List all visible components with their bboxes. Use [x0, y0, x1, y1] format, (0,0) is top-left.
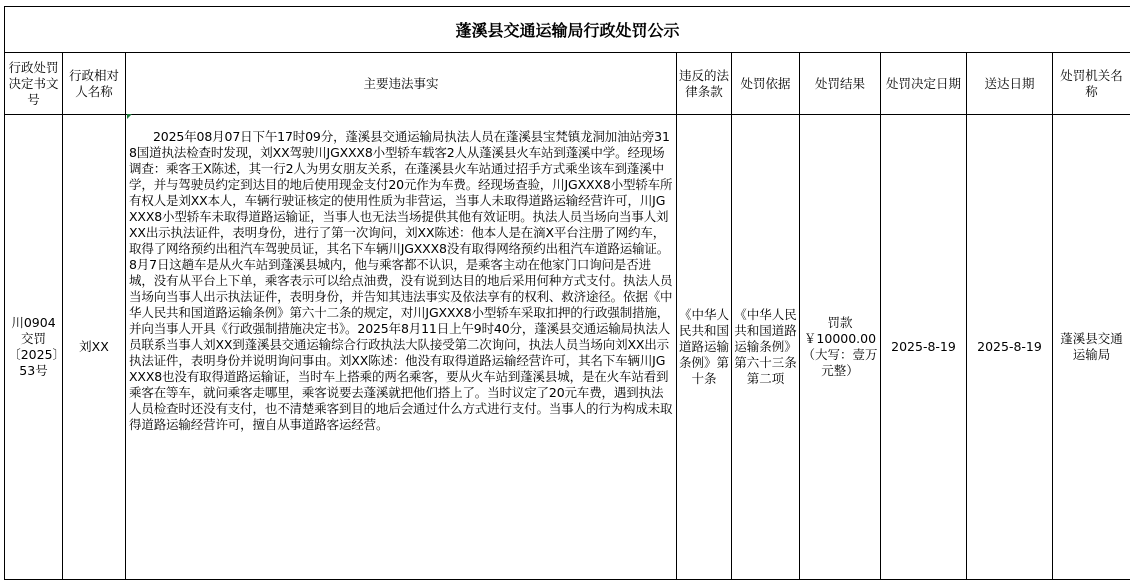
cell-basis[interactable]: 《中华人民共和国道路运输条例》第六十三条第二项 [732, 115, 800, 580]
header-doc-no[interactable]: 行政处罚决定书文号 [5, 53, 63, 115]
cell-law[interactable]: 《中华人民共和国道路运输条例》第十条 [677, 115, 732, 580]
header-row [5, 53, 1130, 115]
cell-facts[interactable]: 2025年08月07日下午17时09分，蓬溪县交通运输局执法人员在蓬溪县宝梵镇龙洞加油站旁318国道执法检查时发现，刘XX驾驶川JGXXX8小型轿车载客2人从蓬溪县火车站到蓬溪中学。经现场调查：乘客王X陈述，其一行2人为男女朋友关系，在蓬溪县火车站通过招手方式乘坐该车到蓬溪中学，并与驾驶员约定到达目的地后使用现金支付20元作为车费。经现场查验，川JGXXX8小型轿车所有权人是刘XX本人，车辆行驶证核定的使用性质为非营运，当事人未取得道路运输经营许可，川JGXXX8小型轿车未取得道路运输证，当事人也无法当场提供其他有效证明。执法人员当场向当事人刘XX出示执法证件，表明身份，进行了第一次询问，刘XX陈述：他本人是在滴X平台注册了网约车，取得了网络预约出租汽车驾驶员证，其名下车辆川JGXXX8没有取得网络预约出租汽车道路运输证。8月7日这趟车是从火车站到蓬溪县城内，他与乘客都不认识，是乘客主动在他家门口询问是否进城，没有从平台上下单，乘客表示可以给点油费，没有说到达目的地后采用何种方式支付。执法人员当场向当事人出示执法证件，表明身份，并告知其违法事实及依法享有的权利、救济途径。依据《中华人民共和国道路运输条例》第六十二条的规定，对川JGXXX8小型轿车采取扣押的行政强制措施，并向当事人开具《行政强制措施决定书》。2025年8月11日上午9时40分，蓬溪县交通运输局执法人员联系当事人刘XX到蓬溪县交通运输综合行政执法大队接受第二次询问，执法人员当场向刘XX出示执法证件，表明身份并说明询问事由。刘XX陈述：他没有取得道路运输经营许可，其名下车辆川JGXXX8也没有取得道路运输证，当时车上搭乘的两名乘客，要从火车站到蓬溪县城，是在火车站看到乘客在等车，就问乘客走哪里，乘客说要去蓬溪就把他们搭上了。当时议定了20元车费，遇到执法人员检查时还没有支付，也不清楚乘客到目的地后会通过什么方式进行支付。当事人的行为构成未取得道路运输经营许可，擅自从事道路客运经营。 [126, 115, 677, 580]
cell-decision-date[interactable]: 2025-8-19 [881, 115, 967, 580]
header-basis[interactable]: 处罚依据 [732, 53, 800, 115]
table-row [5, 115, 1130, 580]
cell-party[interactable]: 刘XX [63, 115, 126, 580]
header-party[interactable]: 行政相对人名称 [63, 53, 126, 115]
header-authority[interactable]: 处罚机关名称 [1053, 53, 1130, 115]
penalty-table [4, 6, 1130, 580]
cell-delivery-date[interactable]: 2025-8-19 [967, 115, 1053, 580]
comment-marker-icon [127, 114, 132, 119]
cell-result[interactable]: 罚款￥10000.00（大写：壹万元整） [800, 115, 881, 580]
cell-doc-no[interactable]: 川0904交罚〔2025〕53号 [5, 115, 63, 580]
header-decision-date[interactable]: 处罚决定日期 [881, 53, 967, 115]
header-facts[interactable]: 主要违法事实 [126, 53, 677, 115]
page-title: 蓬溪县交通运输局行政处罚公示 [5, 7, 1130, 53]
header-delivery-date[interactable]: 送达日期 [967, 53, 1053, 115]
cell-authority[interactable]: 蓬溪县交通运输局 [1053, 115, 1130, 580]
header-law[interactable]: 违反的法律条款 [677, 53, 732, 115]
header-result[interactable]: 处罚结果 [800, 53, 881, 115]
